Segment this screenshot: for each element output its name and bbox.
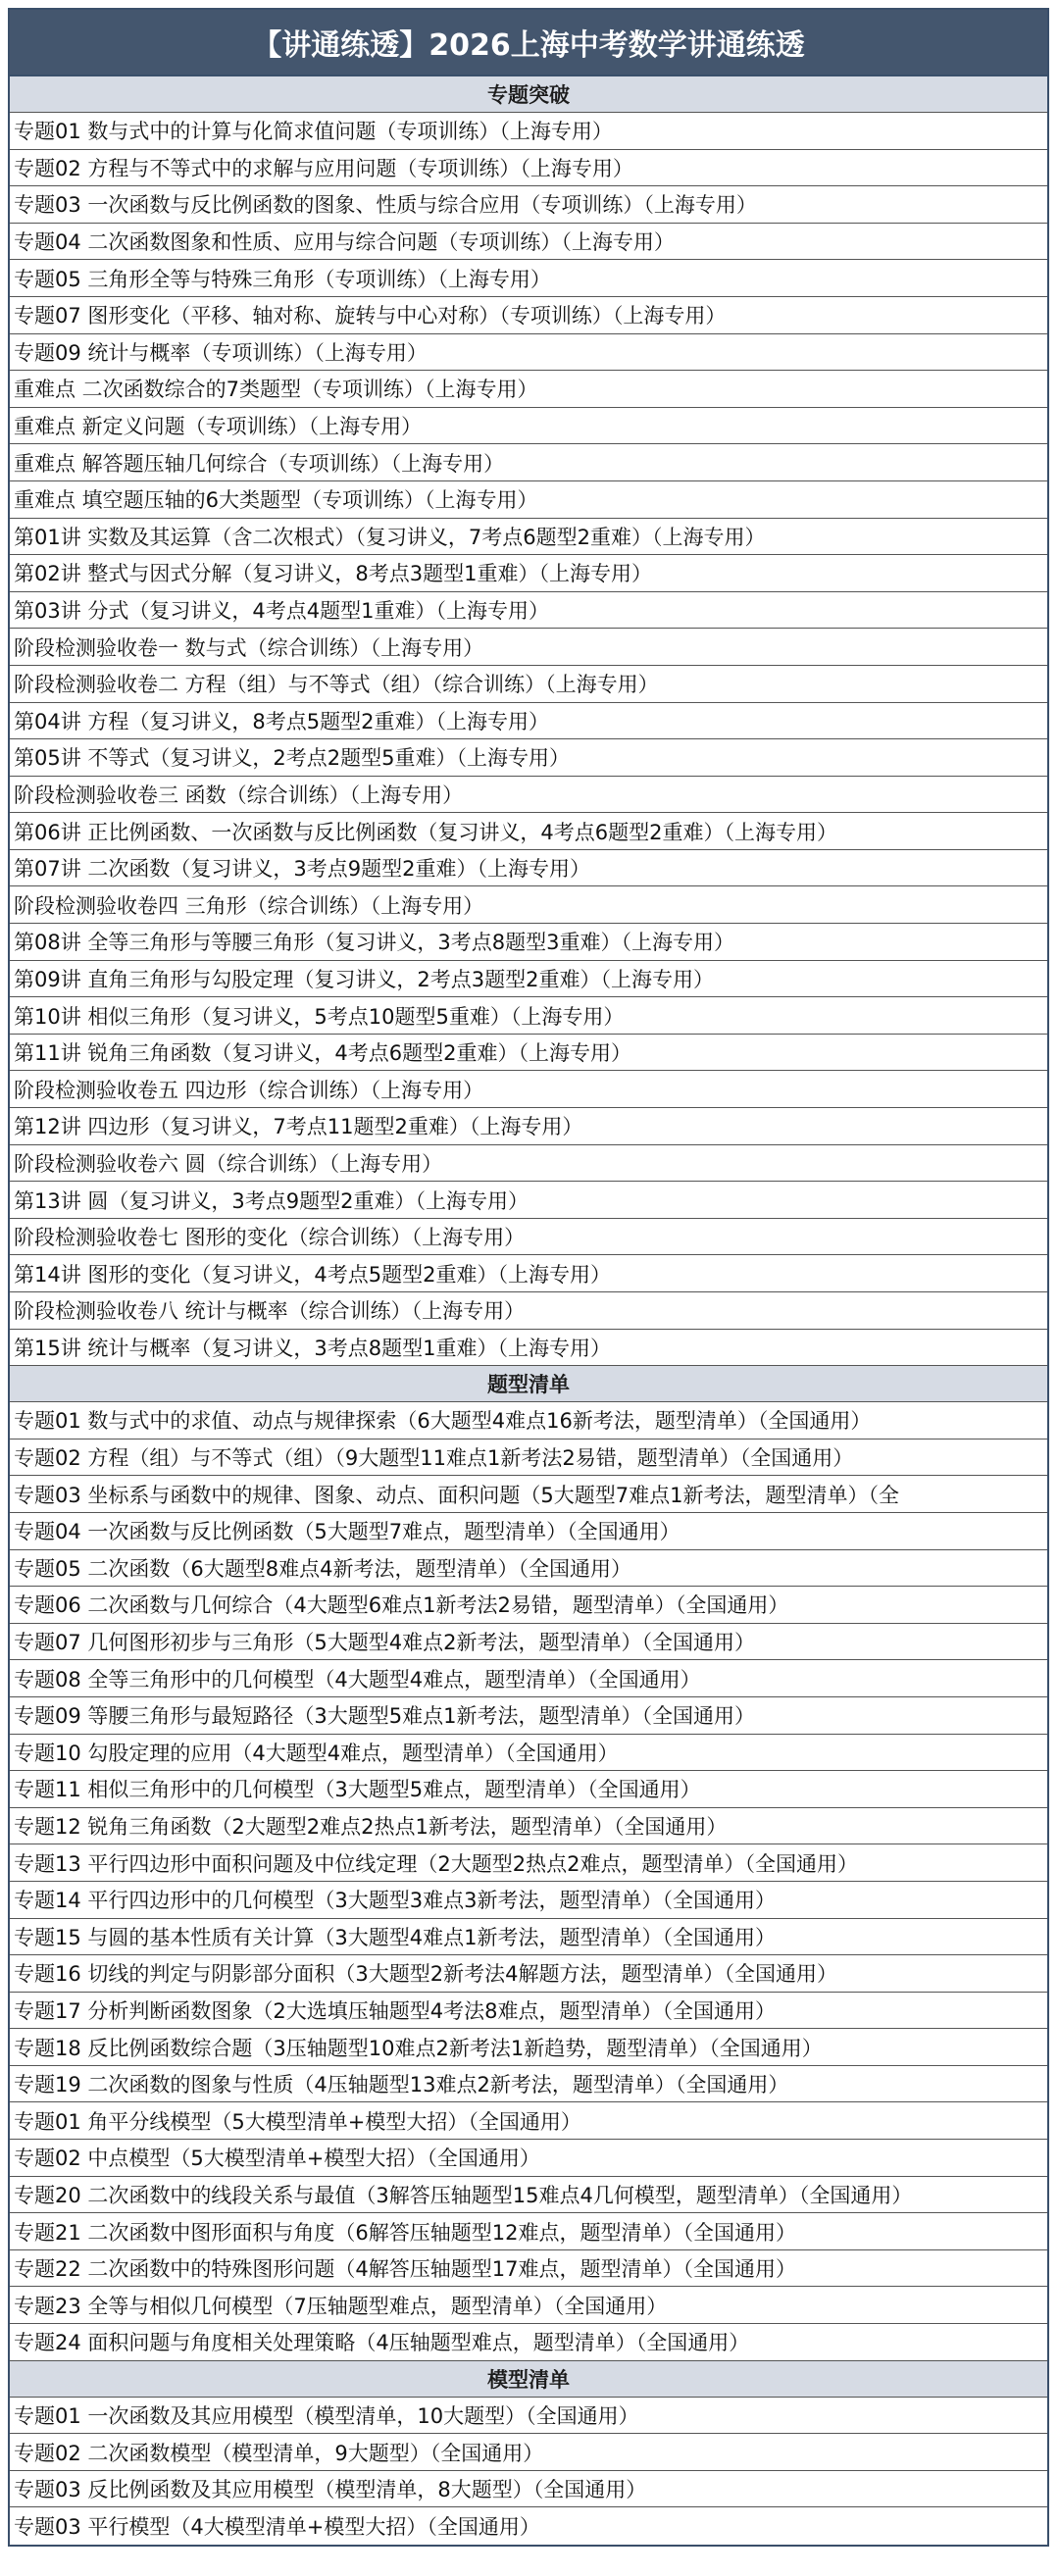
catalog-row: 重难点 新定义问题（专项训练）（上海专用） (10, 408, 1047, 445)
catalog-row: 专题11 相似三角形中的几何模型（3大题型5难点，题型清单）（全国通用） (10, 1771, 1047, 1808)
catalog-row: 第06讲 正比例函数、一次函数与反比例函数（复习讲义，4考点6题型2重难）（上海专用） (10, 813, 1047, 850)
catalog-row: 专题19 二次函数的图象与性质（4压轴题型13难点2新考法，题型清单）（全国通用） (10, 2066, 1047, 2103)
catalog-row: 专题03 坐标系与函数中的规律、图象、动点、面积问题（5大题型7难点1新考法，题型清单）（全 (10, 1476, 1047, 1513)
catalog-row: 第08讲 全等三角形与等腰三角形（复习讲义，3考点8题型3重难）（上海专用） (10, 924, 1047, 961)
page-title: 【讲通练透】2026上海中考数学讲通练透 (10, 10, 1047, 76)
catalog-row: 专题08 全等三角形中的几何模型（4大题型4难点，题型清单）（全国通用） (10, 1660, 1047, 1697)
catalog-row: 第10讲 相似三角形（复习讲义，5考点10题型5重难）（上海专用） (10, 997, 1047, 1035)
catalog-row: 阶段检测验收卷一 数与式（综合训练）（上海专用） (10, 629, 1047, 666)
catalog-row: 专题18 反比例函数综合题（3压轴题型10难点2新考法1新趋势，题型清单）（全国通用） (10, 2029, 1047, 2066)
catalog-row: 第11讲 锐角三角函数（复习讲义，4考点6题型2重难）（上海专用） (10, 1035, 1047, 1072)
catalog-row: 第15讲 统计与概率（复习讲义，3考点8题型1重难）（上海专用） (10, 1330, 1047, 1367)
catalog-row: 专题12 锐角三角函数（2大题型2难点2热点1新考法，题型清单）（全国通用） (10, 1808, 1047, 1845)
catalog-row: 专题16 切线的判定与阴影部分面积（3大题型2新考法4解题方法，题型清单）（全国通用） (10, 1955, 1047, 1993)
catalog-row: 专题04 一次函数与反比例函数（5大题型7难点，题型清单）（全国通用） (10, 1513, 1047, 1550)
catalog-row: 专题01 一次函数及其应用模型（模型清单，10大题型）（全国通用） (10, 2398, 1047, 2435)
catalog-row: 专题14 平行四边形中的几何模型（3大题型3难点3新考法，题型清单）（全国通用） (10, 1882, 1047, 1919)
catalog-row: 阶段检测验收卷七 图形的变化（综合训练）（上海专用） (10, 1219, 1047, 1256)
catalog-row: 第12讲 四边形（复习讲义，7考点11题型2重难）（上海专用） (10, 1108, 1047, 1145)
catalog-row: 专题15 与圆的基本性质有关计算（3大题型4难点1新考法，题型清单）（全国通用） (10, 1919, 1047, 1956)
catalog-row: 专题07 图形变化（平移、轴对称、旋转与中心对称）（专项训练）（上海专用） (10, 297, 1047, 334)
catalog-row: 专题09 等腰三角形与最短路径（3大题型5难点1新考法，题型清单）（全国通用） (10, 1697, 1047, 1735)
catalog-row: 专题10 勾股定理的应用（4大题型4难点，题型清单）（全国通用） (10, 1735, 1047, 1772)
catalog-row: 专题22 二次函数中的特殊图形问题（4解答压轴题型17难点，题型清单）（全国通用） (10, 2250, 1047, 2288)
catalog-row: 专题01 数与式中的求值、动点与规律探索（6大题型4难点16新考法，题型清单）（全国通用） (10, 1402, 1047, 1440)
catalog-row: 专题03 平行模型（4大模型清单+模型大招）（全国通用） (14, 2515, 540, 2540)
catalog-row: 专题02 中点模型（5大模型清单+模型大招）（全国通用） (10, 2140, 1047, 2177)
catalog-row: 重难点 二次函数综合的7类题型（专项训练）（上海专用） (10, 371, 1047, 408)
catalog-row: 专题02 二次函数模型（模型清单，9大题型）（全国通用） (10, 2434, 1047, 2471)
catalog-row: 专题05 二次函数（6大题型8难点4新考法，题型清单）（全国通用） (10, 1550, 1047, 1588)
catalog-row: 专题03 一次函数与反比例函数的图象、性质与综合应用（专项训练）（上海专用） (10, 186, 1047, 224)
catalog-row: 重难点 解答题压轴几何综合（专项训练）（上海专用） (10, 444, 1047, 481)
catalog-row: 专题02 方程与不等式中的求解与应用问题（专项训练）（上海专用） (10, 150, 1047, 187)
catalog-row: 重难点 填空题压轴的6大类题型（专项训练）（上海专用） (10, 481, 1047, 519)
catalog-row: 第05讲 不等式（复习讲义，2考点2题型5重难）（上海专用） (10, 739, 1047, 777)
catalog-row: 专题21 二次函数中图形面积与角度（6解答压轴题型12难点，题型清单）（全国通用） (10, 2213, 1047, 2250)
catalog-row: 第09讲 直角三角形与勾股定理（复习讲义，2考点3题型2重难）（上海专用） (10, 961, 1047, 998)
catalog-row: 第04讲 方程（复习讲义，8考点5题型2重难）（上海专用） (10, 703, 1047, 740)
catalog-row: 阶段检测验收卷三 函数（综合训练）（上海专用） (10, 777, 1047, 814)
catalog-row: 专题04 二次函数图象和性质、应用与综合问题（专项训练）（上海专用） (10, 224, 1047, 261)
catalog-row: 第03讲 分式（复习讲义，4考点4题型1重难）（上海专用） (10, 592, 1047, 630)
catalog-row: 专题07 几何图形初步与三角形（5大题型4难点2新考法，题型清单）（全国通用） (10, 1624, 1047, 1661)
catalog-row: 专题02 方程（组）与不等式（组）（9大题型11难点1新考法2易错，题型清单）（全国通用） (10, 1440, 1047, 1477)
catalog-row: 专题23 全等与相似几何模型（7压轴题型难点，题型清单）（全国通用） (10, 2287, 1047, 2324)
catalog-row: 专题01 数与式中的计算与化简求值问题（专项训练）（上海专用） (10, 113, 1047, 150)
catalog-row: 第01讲 实数及其运算（含二次根式）（复习讲义，7考点6题型2重难）（上海专用） (10, 519, 1047, 556)
catalog-row: 阶段检测验收卷二 方程（组）与不等式（组）（综合训练）（上海专用） (10, 666, 1047, 703)
catalog-row: 第07讲 二次函数（复习讲义，3考点9题型2重难）（上海专用） (10, 850, 1047, 887)
catalog-row: 阶段检测验收卷八 统计与概率（综合训练）（上海专用） (10, 1292, 1047, 1330)
catalog-row: 专题01 角平分线模型（5大模型清单+模型大招）（全国通用） (10, 2102, 1047, 2140)
catalog-row: 第13讲 圆（复习讲义，3考点9题型2重难）（上海专用） (10, 1182, 1047, 1219)
catalog-row: 专题17 分析判断函数图象（2大选填压轴题型4考法8难点，题型清单）（全国通用） (10, 1993, 1047, 2030)
catalog-row: 专题09 统计与概率（专项训练）（上海专用） (10, 334, 1047, 372)
catalog-row: 专题06 二次函数与几何综合（4大题型6难点1新考法2易错，题型清单）（全国通用） (10, 1587, 1047, 1624)
section-header: 专题突破 (10, 76, 1047, 113)
catalog-table (8, 8, 1049, 2547)
catalog-row: 阶段检测验收卷六 圆（综合训练）（上海专用） (10, 1145, 1047, 1183)
catalog-row: 专题03 反比例函数及其应用模型（模型清单，8大题型）（全国通用） (10, 2471, 1047, 2508)
catalog-row: 第02讲 整式与因式分解（复习讲义，8考点3题型1重难）（上海专用） (10, 555, 1047, 592)
section-header: 模型清单 (10, 2361, 1047, 2398)
catalog-row: 阶段检测验收卷四 三角形（综合训练）（上海专用） (10, 886, 1047, 924)
sections-container (10, 76, 1047, 2545)
catalog-row: 专题24 面积问题与角度相关处理策略（4压轴题型难点，题型清单）（全国通用） (10, 2324, 1047, 2361)
section-header: 题型清单 (10, 1366, 1047, 1402)
catalog-row: 专题20 二次函数中的线段关系与最值（3解答压轴题型15难点4几何模型，题型清单）（全国通用） (10, 2177, 1047, 2214)
catalog-row: 阶段检测验收卷五 四边形（综合训练）（上海专用） (10, 1071, 1047, 1108)
catalog-row: 专题13 平行四边形中面积问题及中位线定理（2大题型2热点2难点，题型清单）（全国通用） (10, 1844, 1047, 1882)
catalog-row: 专题05 三角形全等与特殊三角形（专项训练）（上海专用） (10, 260, 1047, 297)
catalog-row: 第14讲 图形的变化（复习讲义，4考点5题型2重难）（上海专用） (10, 1255, 1047, 1292)
